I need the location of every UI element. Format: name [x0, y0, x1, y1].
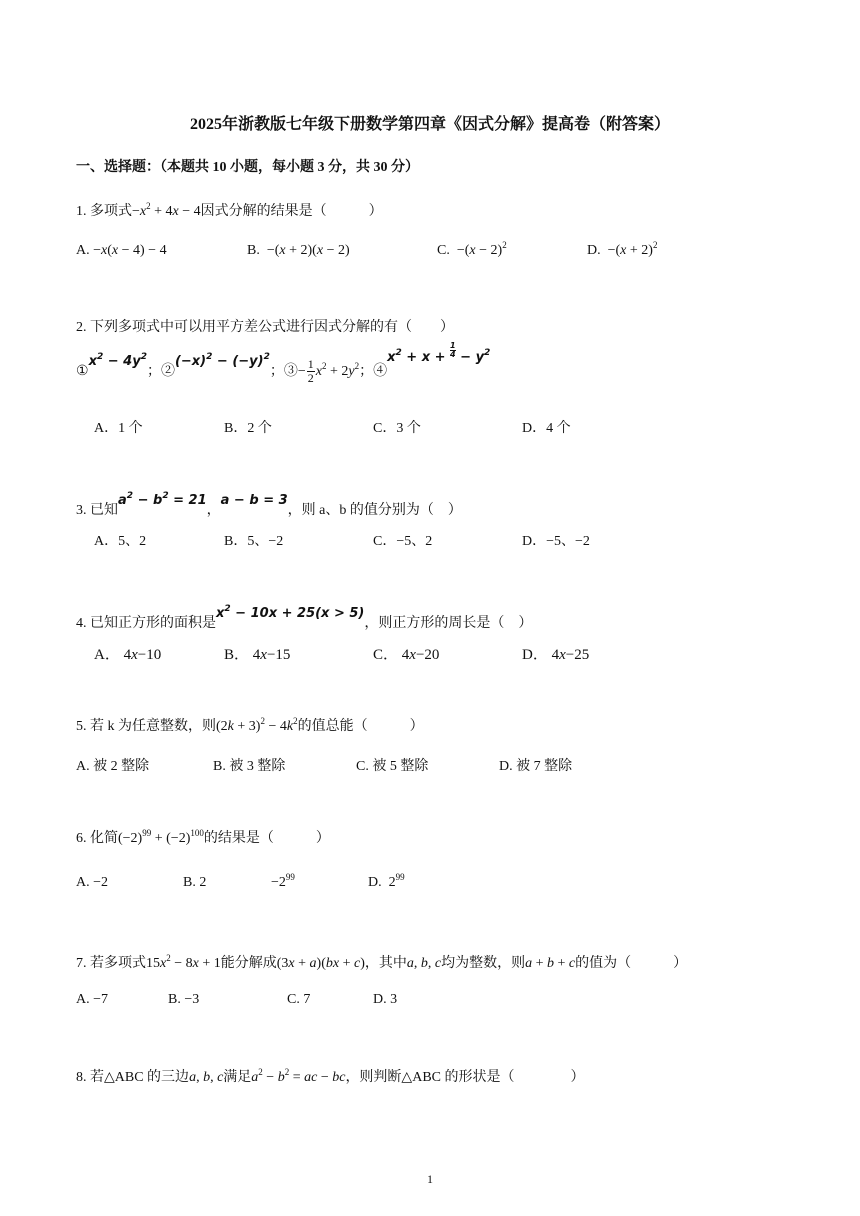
q5-option-d: D. 被 7 整除	[499, 759, 573, 774]
q1-math: $-x^2 + 4x - 4$	[132, 201, 201, 219]
q6-number: 6.	[76, 831, 87, 846]
q1-option-c: C. $-(x - 2)^2$	[437, 240, 507, 258]
q7-option-d: D. 3	[373, 992, 398, 1007]
q4-number: 4.	[76, 616, 87, 631]
q3-stem-after: ，则 a、b 的值分别为（ ）	[287, 503, 462, 518]
q1-option-b: B. −(x + 2)(x − 2)	[247, 243, 350, 258]
q5-number: 5.	[76, 719, 87, 734]
q4-option-d: D． 4x−25	[522, 647, 590, 663]
q3-number: 3.	[76, 503, 87, 518]
q3-stem-before: 已知	[90, 503, 118, 518]
q4-math: $x^2 - 10x + 25(x > 5)$	[216, 604, 365, 621]
q3-condition-2: a − b = 3	[220, 493, 288, 508]
q2-stem: 下列多项式中可以用平方差公式进行因式分解的有（ ）	[90, 320, 454, 335]
q8-vars: a, b, c	[189, 1070, 224, 1085]
q8-stem-after: ，则判断△ABC 的形状是（ ）	[345, 1070, 585, 1085]
question-5	[76, 715, 424, 735]
q7-option-c: C. 7	[287, 992, 311, 1007]
q6-option-b: B. 2	[183, 875, 207, 890]
question-2	[76, 316, 454, 336]
q7-mid2: ，其中	[364, 956, 407, 971]
q5-math: $(2k + 3)^2 - 4k^2$	[216, 716, 298, 734]
page-number: 1	[427, 1172, 433, 1186]
q7-option-b: B. −3	[168, 992, 200, 1007]
q5-option-a: A. 被 2 整除	[76, 759, 150, 774]
q6-option-a: A. −2	[76, 875, 109, 890]
q1-option-d: D. $-(x + 2)^2$	[587, 240, 658, 258]
q7-option-a: A. −7	[76, 992, 109, 1007]
q6-stem-before: 化简	[90, 831, 118, 846]
q4-option-b: B． 4x−15	[224, 647, 291, 663]
question-1	[76, 200, 383, 220]
question-4	[76, 604, 533, 632]
q6-option-d: D. $2^{99}$	[368, 872, 405, 890]
q7-vars: a, b, c	[406, 956, 442, 971]
question-7	[76, 952, 687, 972]
q3-condition-1: $a^2 - b^2 = 21$	[118, 491, 207, 508]
q8-stem-before: 若△ABC 的三边	[90, 1070, 190, 1085]
q7-factored: (3x + a)(bx + c)	[276, 956, 365, 971]
q6-option-c: $-2^{99}$	[271, 872, 295, 890]
question-3: 3. 已知$a^2 - b^2 = 21$，a − b = 3，则 a、b 的值分别为（ ）	[76, 491, 462, 518]
q1-number: 1.	[76, 204, 87, 219]
q2-option-b: B．2 个	[224, 421, 272, 436]
question-8	[76, 1066, 585, 1086]
q5-option-b: B. 被 3 整除	[213, 759, 286, 774]
q4-stem-after: ，则正方形的周长是（ ）	[364, 616, 533, 631]
q7-poly: $15x^2 - 8x + 1$	[146, 953, 221, 971]
q2-option-c: C．3 个	[373, 421, 421, 436]
q4-option-c: C． 4x−20	[373, 647, 440, 663]
q7-mid3: 均为整数，则	[441, 956, 526, 971]
q3-option-c: C．−5、2	[373, 534, 433, 549]
q1-option-a: A. −x(x − 4) − 4	[76, 243, 167, 258]
q5-stem-after: 的值总能（ ）	[297, 719, 424, 734]
q1-stem-before: 多项式	[90, 204, 132, 219]
q3-option-a: A．5、2	[94, 534, 147, 549]
q4-stem-before: 已知正方形的面积是	[90, 616, 216, 631]
q2-number: 2.	[76, 320, 87, 335]
question-6	[76, 827, 330, 847]
q2-option-d: D．4 个	[522, 421, 571, 436]
q5-stem-before: 若 k 为任意整数，则	[90, 719, 216, 734]
q7-sum: a + b + c	[525, 956, 576, 971]
q1-stem-after: 因式分解的结果是（ ）	[200, 204, 383, 219]
q3-option-d: D．−5、−2	[522, 534, 590, 549]
q8-number: 8.	[76, 1070, 87, 1085]
q8-mid: 满足	[223, 1070, 252, 1085]
q6-math: $(-2)^{99} + (-2)^{100}$	[118, 828, 204, 846]
document-title: 2025年浙教版七年级下册数学第四章《因式分解》提高卷（附答案）	[189, 116, 670, 133]
q7-mid1: 能分解成	[220, 956, 277, 971]
section-heading: 一、选择题：（本题共 10 小题，每小题 3 分，共 30 分）	[76, 160, 419, 175]
q6-stem-after: 的结果是（ ）	[203, 831, 330, 846]
q7-stem-after: 的值为（ ）	[575, 956, 688, 971]
q7-number: 7.	[76, 956, 87, 971]
q2-option-a: A．1 个	[94, 421, 143, 436]
q4-option-a: A． 4x−10	[94, 647, 162, 663]
q5-option-c: C. 被 5 整除	[356, 759, 429, 774]
q8-equation: $a^2 - b^2$ = ac − bc	[251, 1067, 346, 1085]
q2-items: $①x^2 - 4y^2$；$②(-x)^2 - (-y)^2$；③− $\frac{1}{2}$ $x^2 + 2y^2$；$④x^2 + x$ + $\frac{1}{4} - y^2$	[76, 341, 491, 386]
q7-stem-before: 若多项式	[90, 956, 146, 971]
q3-option-b: B．5、−2	[224, 534, 284, 549]
